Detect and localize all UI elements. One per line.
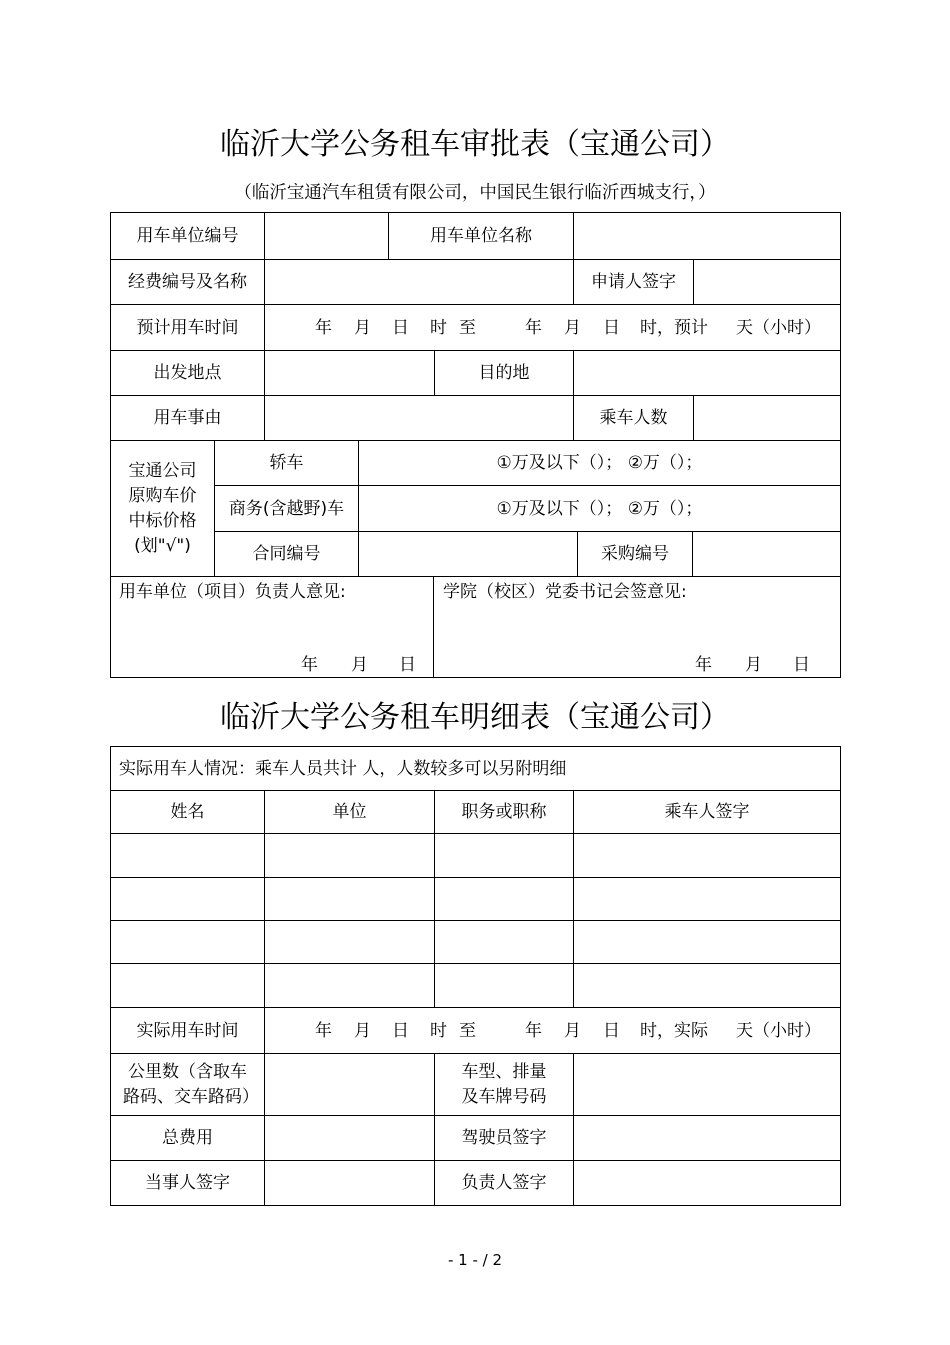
unit-name-label: 用车单位名称 — [389, 213, 574, 260]
college-opinion-year: 年 — [695, 655, 712, 675]
fund-field[interactable] — [265, 260, 574, 305]
purchase-label: 采购编号 — [578, 532, 693, 577]
table-row-cell[interactable] — [265, 964, 435, 1008]
time-day-2: 日 — [603, 317, 620, 338]
unit-opinion-label: 用车单位（项目）负责人意见: — [119, 582, 346, 602]
actual-time-hour-actual: 时，实际 — [640, 1020, 708, 1041]
business-options[interactable]: ①万及以下（）； ②万（）； — [359, 486, 841, 532]
table-row-cell[interactable] — [265, 878, 435, 921]
contract-field[interactable] — [359, 532, 578, 577]
time-hour: 时 — [430, 317, 447, 338]
actual-time-label: 实际用车时间 — [111, 1008, 265, 1054]
leader-sign-label: 负责人签字 — [435, 1161, 574, 1206]
college-opinion-month: 月 — [745, 655, 762, 675]
total-cost-field[interactable] — [265, 1116, 435, 1161]
table-row-cell[interactable] — [574, 878, 841, 921]
destination-field[interactable] — [574, 351, 841, 396]
time-to: 至 — [459, 317, 476, 338]
actual-time-month: 月 — [354, 1020, 371, 1041]
time-hour-estimate: 时，预计 — [640, 317, 708, 338]
unit-code-field[interactable] — [265, 213, 389, 260]
party-sign-field[interactable] — [265, 1161, 435, 1206]
table-row-cell[interactable] — [574, 921, 841, 964]
vehicle-label: 车型、排量及车牌号码 — [435, 1054, 574, 1116]
unit-opinion-day: 日 — [399, 655, 416, 675]
departure-field[interactable] — [265, 351, 435, 396]
unit-opinion-month: 月 — [351, 655, 368, 675]
actual-time-to: 至 — [459, 1020, 476, 1041]
actual-time-year-2: 年 — [525, 1020, 542, 1041]
table-row-cell[interactable] — [265, 834, 435, 878]
driver-sign-label: 驾驶员签字 — [435, 1116, 574, 1161]
table-row-cell[interactable] — [435, 964, 574, 1008]
table-row-cell[interactable] — [111, 834, 265, 878]
passenger-count-field[interactable] — [694, 396, 841, 441]
detail-summary: 实际用车人情况：乘车人员共计 人，人数较多可以另附明细 — [111, 747, 841, 791]
reason-label: 用车事由 — [111, 396, 265, 441]
unit-opinion-box[interactable] — [111, 577, 434, 678]
vehicle-field[interactable] — [574, 1054, 841, 1116]
mileage-field[interactable] — [265, 1054, 435, 1116]
page-number: - 1 - / 2 — [447, 1251, 503, 1269]
departure-label: 出发地点 — [111, 351, 265, 396]
college-opinion-box[interactable] — [434, 577, 841, 678]
time-year: 年 — [315, 317, 332, 338]
college-opinion-label: 学院（校区）党委书记会签意见: — [443, 582, 687, 602]
time-month: 月 — [354, 317, 371, 338]
table-row-cell[interactable] — [574, 964, 841, 1008]
table-row-cell[interactable] — [435, 834, 574, 878]
actual-time-field[interactable] — [265, 1008, 841, 1054]
actual-time-year: 年 — [315, 1020, 332, 1041]
business-label: 商务(含越野)车 — [215, 486, 359, 532]
destination-label: 目的地 — [435, 351, 574, 396]
actual-time-month-2: 月 — [564, 1020, 581, 1041]
time-year-2: 年 — [525, 317, 542, 338]
unit-code-label: 用车单位编号 — [111, 213, 265, 260]
detail-title: 临沂大学公务租车明细表（宝通公司） — [220, 700, 730, 735]
time-day: 日 — [392, 317, 409, 338]
planned-time-label: 预计用车时间 — [111, 305, 265, 351]
col-title-header: 职务或职称 — [435, 791, 574, 834]
table-row-cell[interactable] — [435, 878, 574, 921]
sedan-options[interactable]: ①万及以下（）； ②万（）； — [359, 441, 841, 486]
col-name-header: 姓名 — [111, 791, 265, 834]
time-days-hours: 天（小时） — [736, 317, 821, 338]
approval-subtitle: （临沂宝通汽车租赁有限公司，中国民生银行临沂西城支行，） — [234, 183, 716, 203]
applicant-sign-label: 申请人签字 — [574, 260, 694, 305]
driver-sign-field[interactable] — [574, 1116, 841, 1161]
time-month-2: 月 — [564, 317, 581, 338]
price-label: 宝通公司原购车价中标价格(划"√") — [111, 441, 215, 577]
actual-time-days-hours: 天（小时） — [736, 1020, 821, 1041]
sedan-label: 轿车 — [215, 441, 359, 486]
applicant-sign-field[interactable] — [694, 260, 841, 305]
table-row-cell[interactable] — [111, 921, 265, 964]
contract-label: 合同编号 — [215, 532, 359, 577]
party-sign-label: 当事人签字 — [111, 1161, 265, 1206]
col-unit-header: 单位 — [265, 791, 435, 834]
table-row-cell[interactable] — [435, 921, 574, 964]
table-row-cell[interactable] — [265, 921, 435, 964]
actual-time-day-2: 日 — [603, 1020, 620, 1041]
leader-sign-field[interactable] — [574, 1161, 841, 1206]
col-sign-header: 乘车人签字 — [574, 791, 841, 834]
approval-title: 临沂大学公务租车审批表（宝通公司） — [220, 127, 730, 162]
unit-name-field[interactable] — [574, 213, 841, 260]
passenger-count-label: 乘车人数 — [574, 396, 694, 441]
table-row-cell[interactable] — [111, 964, 265, 1008]
actual-time-day: 日 — [392, 1020, 409, 1041]
total-cost-label: 总费用 — [111, 1116, 265, 1161]
mileage-label: 公里数（含取车路码、交车路码） — [111, 1054, 265, 1116]
table-row-cell[interactable] — [574, 834, 841, 878]
purchase-field[interactable] — [693, 532, 841, 577]
fund-label: 经费编号及名称 — [111, 260, 265, 305]
detail-table — [110, 746, 841, 1206]
college-opinion-day: 日 — [793, 655, 810, 675]
planned-time-field[interactable] — [265, 305, 841, 351]
actual-time-hour: 时 — [430, 1020, 447, 1041]
table-row-cell[interactable] — [111, 878, 265, 921]
reason-field[interactable] — [265, 396, 574, 441]
unit-opinion-year: 年 — [301, 655, 318, 675]
approval-table — [110, 212, 841, 678]
